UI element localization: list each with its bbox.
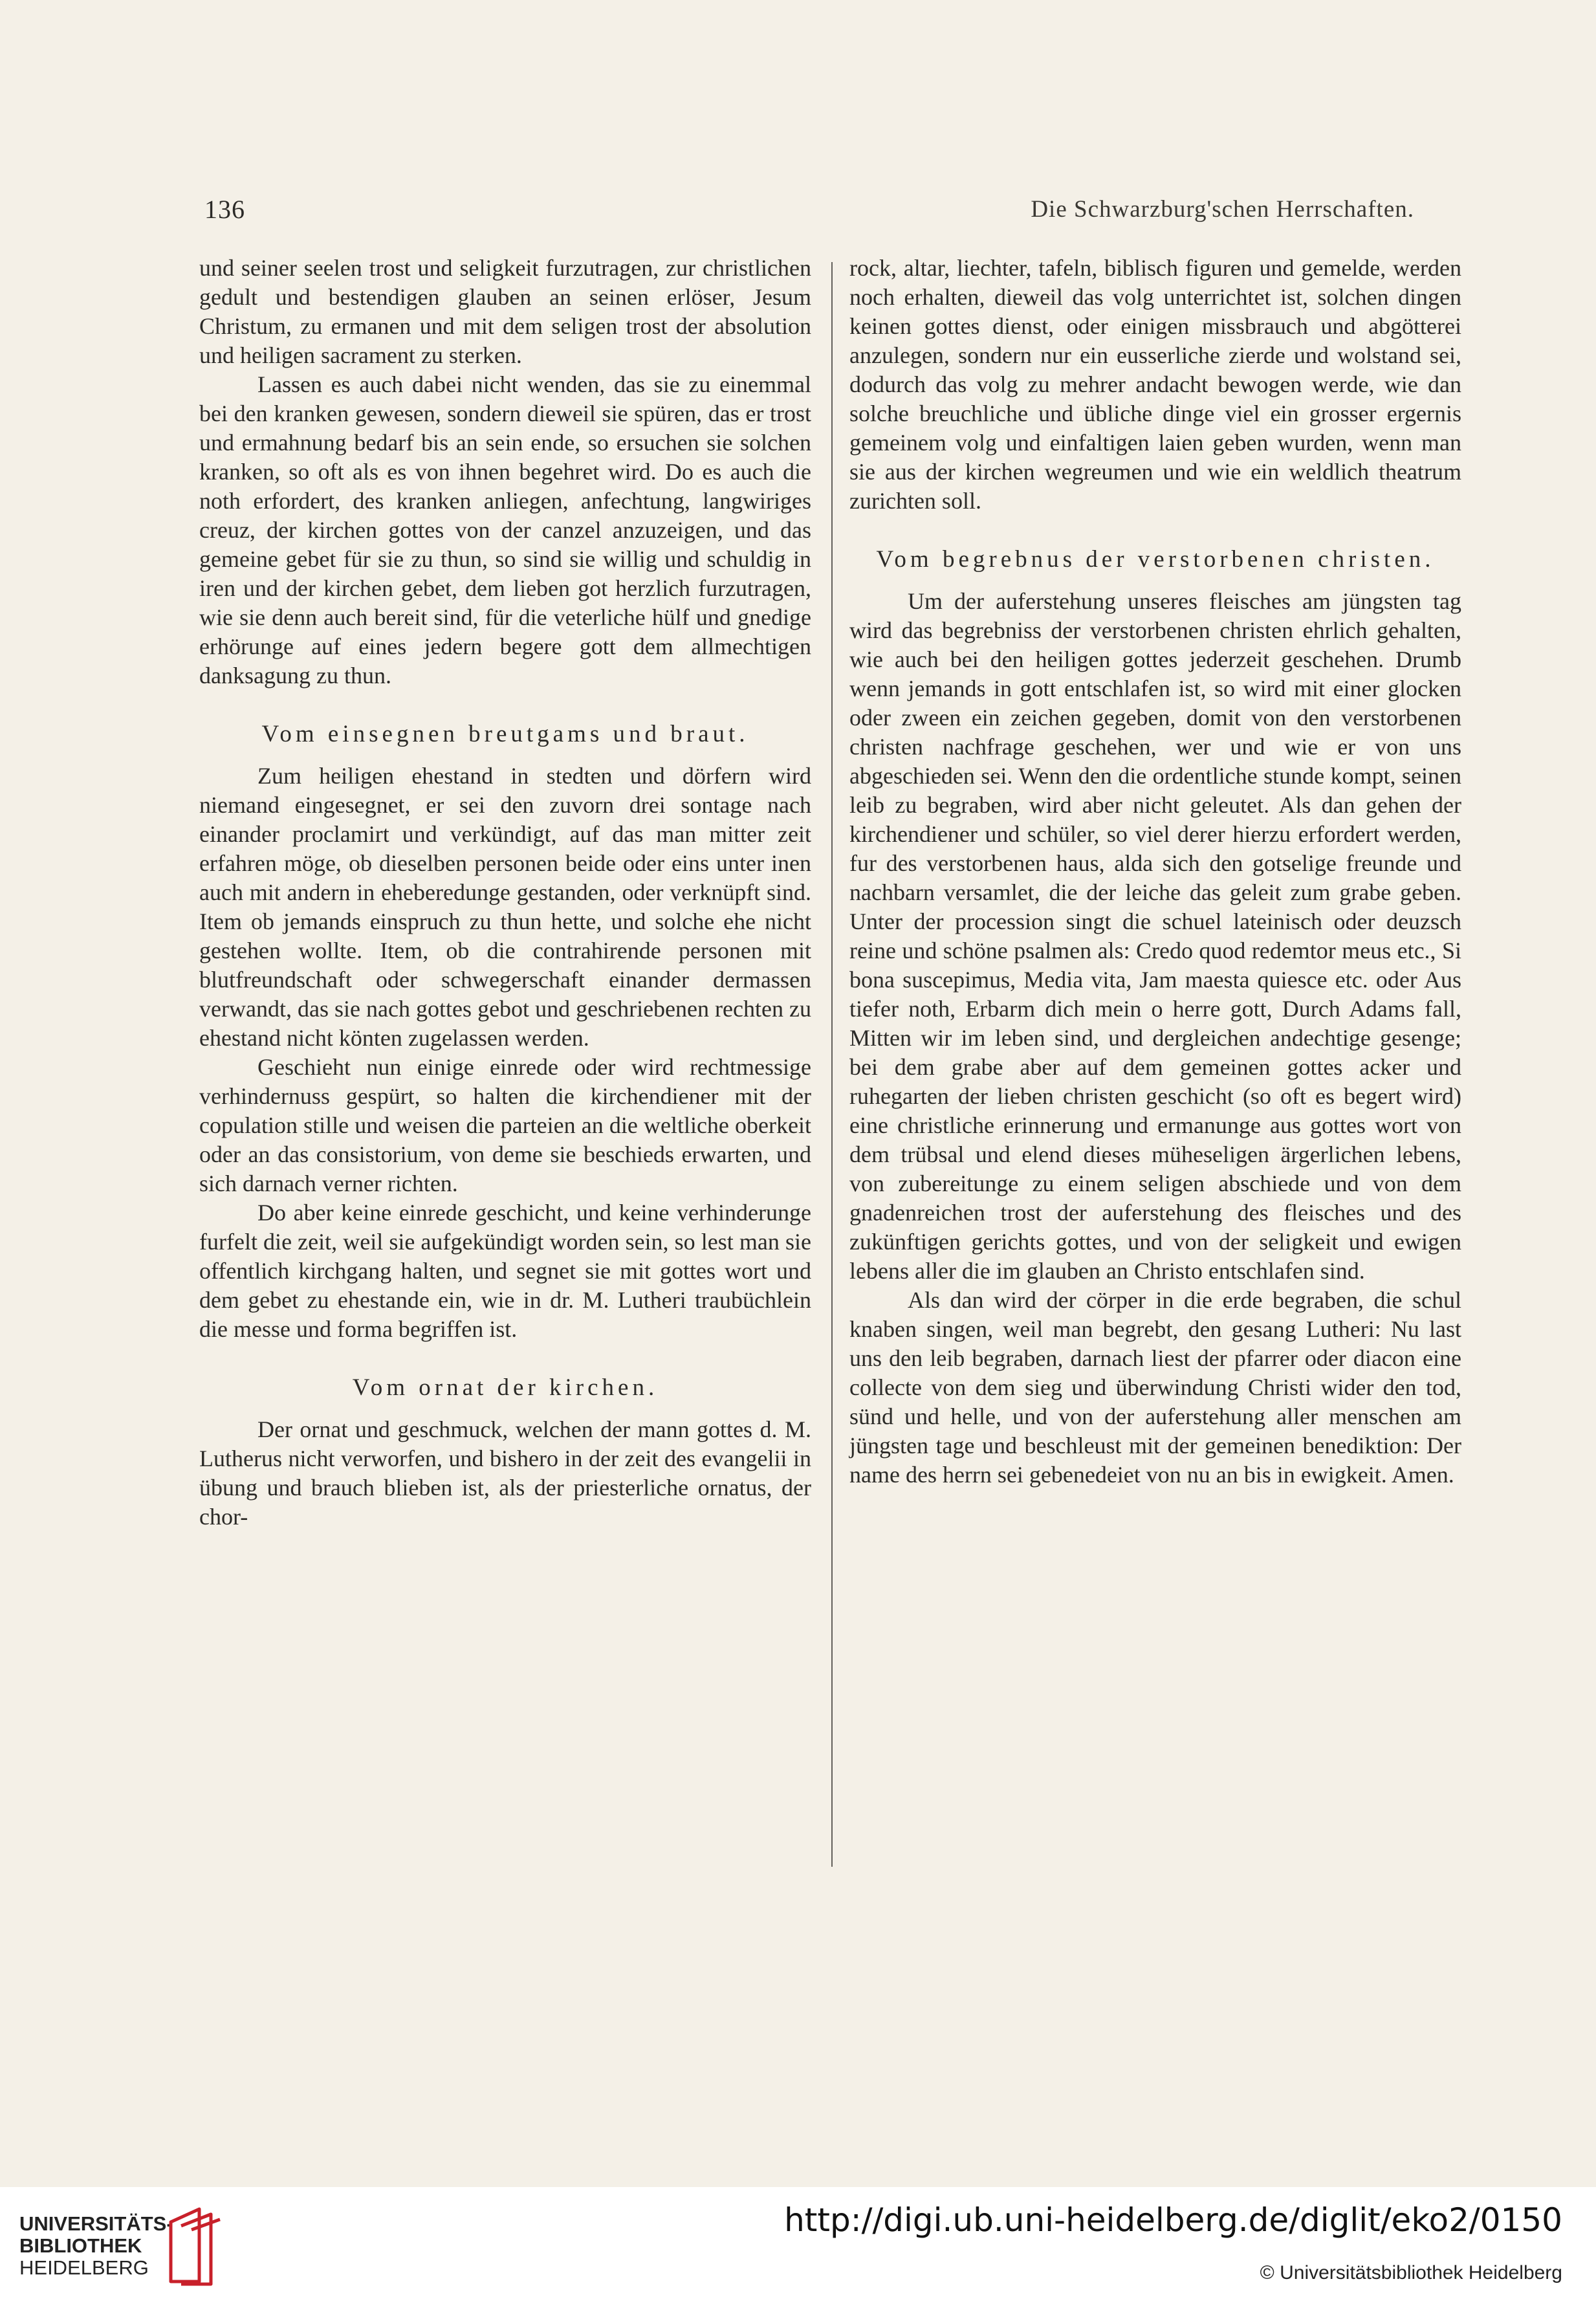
page-number: 136 bbox=[204, 195, 245, 224]
left-column bbox=[199, 254, 811, 1532]
right-column bbox=[849, 254, 1461, 1490]
paragraph: Um der auferstehung unseres fleisches am jüngsten tag wird das begrebniss der verstorbenen christen ehrlich gehalten, wie auch bei den heiligen gottes jederzeit geschehen. Drumb wenn jemands in gott entschlafen ist, so wird mit einer glocken oder zween ein zeichen gegeben, domit von den verstorbenen christen nachfrage geschehen, wer und wie er von uns abgeschieden sei. Wenn den die ordentliche stunde kompt, seinen leib zu begraben, wird aber nicht geleutet. Als dan gehen der kirchendiener und schüler, so viel derer hierzu erfordert werden, fur des verstorbenen haus, alda sich den gotselige freunde und nachbarn versamlet, die der leiche das geleit zum grabe geben. Unter der procession singt die schuel lateinisch oder deuzsch reine und schöne psalmen als: Credo quod redemtor meus etc., Si bona suscepimus, Media vita, Jam maesta quiesce etc. oder Aus tiefer noth, Erbarm dich mein o herre gott, Durch Adams fall, Mitten wir im leben sind, und dergleichen andechtige gesenge; bei dem grabe aber auf dem gemeinen gottes acker und ruhegarten der lieben christen geschicht (so oft es begert wird) eine christliche erinnerung und ermanunge aus gottes wort von dem trübsal und elend dieses müheseligen ärgerlichen lebens, von zubereitunge zu einem seligen abschiede und von dem gnadenreichen trost der auferstehung des fleisches und des zukünftigen gerichts gottes, und von der seligkeit und ewigen lebens aller die im glauben an Christo entschlafen sind. bbox=[849, 588, 1461, 1284]
copyright-notice: © Universitätsbibliothek Heidelberg bbox=[1260, 2262, 1562, 2283]
paragraph: Der ornat und geschmuck, welchen der mann gottes d. M. Lutherus nicht verworfen, und bishero in der zeit des evangelii in übung und brauch blieben ist, als der priesterliche ornatus, der chor- bbox=[199, 1416, 811, 1530]
section-heading: Vom begrebnus der verstorbenen christen. bbox=[876, 546, 1435, 573]
library-name-line: HEIDELBERG bbox=[19, 2256, 149, 2279]
section-heading: Vom einsegnen breutgams und braut. bbox=[261, 721, 749, 747]
paragraph: Geschieht nun einige einrede oder wird rechtmessige verhindernuss gespürt, so halten die kirchendiener mit der copulation stille und weisen die parteien an die weltliche oberkeit oder an das consistorium, von deme sie beschieds erwarten, und sich darnach verner richten. bbox=[199, 1054, 811, 1196]
paragraph: Do aber keine einrede geschicht, und keine verhinderunge furfelt die zeit, weil sie aufgekündigt worden sein, so lest man sie offentlich kirchgang halten, und segnet sie mit gottes wort und dem gebet zu ehestande ein, wie in dr. M. Lutheri traubüchlein die messe und forma begriffen ist. bbox=[199, 1200, 811, 1342]
library-name bbox=[19, 2213, 173, 2279]
library-footer bbox=[0, 2187, 1596, 2299]
library-name-line: BIBLIOTHEK bbox=[19, 2234, 142, 2257]
paragraph: rock, altar, liechter, tafeln, biblisch figuren und gemelde, werden noch erhalten, dieweil das volg unterrichtet ist, solchen dingen keinen gottes dienst, oder einigen missbrauch und abgötterei anzulegen, sondern nur ein eusserliche zierde und wolstand sei, dodurch das volg zu mehrer andacht bewogen werde, wie dan solche breuchliche und übliche dinge viel ein grosser ergernis gemeinem volg und einfaltigen laien geben wurden, wenn man sie aus der kirchen wegreumen und wie ein weldlich theatrum zurichten soll. bbox=[849, 255, 1461, 514]
column-divider bbox=[831, 262, 833, 1867]
running-title: Die Schwarzburg'schen Herrschaften. bbox=[1031, 196, 1414, 223]
paragraph: Lassen es auch dabei nicht wenden, das sie zu einemmal bei den kranken gewesen, sondern dieweil sie spüren, das er trost und ermahnung bedarf bis an sein ende, so ersuchen sie solchen kranken, so oft als es von ihnen begehret wird. Do es auch die noth erfordert, des kranken anliegen, anfechtung, langwiriges creuz, der kirchen gottes von der canzel anzuzeigen, und das gemeine gebet für sie zu thun, so sind sie willig und schuldig in iren und der kirchen gebet, dem lieben got herzlich furzutragen, wie sie denn auch bereit sind, für die veterliche hülf und gnedige erhörunge auf eines jedern begere gott dem allmechtigen danksagung zu thun. bbox=[199, 371, 811, 688]
page-header bbox=[204, 194, 1447, 233]
paragraph: und seiner seelen trost und seligkeit furzutragen, zur christlichen gedult und bestendigen glauben an seinen erlöser, Jesum Christum, zu ermanen und mit dem seligen trost der absolution und heiligen sacrament zu sterken. bbox=[199, 255, 811, 368]
section-heading: Vom ornat der kirchen. bbox=[352, 1374, 659, 1401]
library-logo-icon bbox=[159, 2204, 223, 2288]
library-name-line: UNIVERSITÄTS- bbox=[19, 2212, 173, 2235]
paragraph: Als dan wird der cörper in die erde begraben, die schul knaben singen, weil man begrebt, den gesang Lutheri: Nu last uns den leib begraben, darnach liest der pfarrer oder diacon eine collecte von dem sieg und überwindung Christi wider den tod, sünd und helle, und von der auferstehung aller menschen am jüngsten tage und beschleust mit der gemeinen benediktion: Der name des herrn sei gebenedeiet von nu an bis in ewigkeit. Amen. bbox=[849, 1287, 1461, 1488]
page-url-link[interactable]: http://digi.ub.uni-heidelberg.de/diglit/eko2/0150 bbox=[784, 2201, 1562, 2239]
paragraph: Zum heiligen ehestand in stedten und dörfern wird niemand eingesegnet, er sei den zuvorn drei sontage nach einander proclamirt und verkündigt, auf das man mitter zeit erfahren möge, ob dieselben personen beide oder eins unter inen auch mit andern in eheberedunge gestanden, oder verknüpft sind. Item ob jemands einspruch zu thun hette, und solche ehe nicht gestehen wollte. Item, ob die contrahirende personen mit blutfreundschaft oder schwegerschaft einander dermassen verwandt, das sie nach gottes gebot und geschriebenen rechten zu ehestand nicht könten zugelassen werden. bbox=[199, 763, 811, 1051]
